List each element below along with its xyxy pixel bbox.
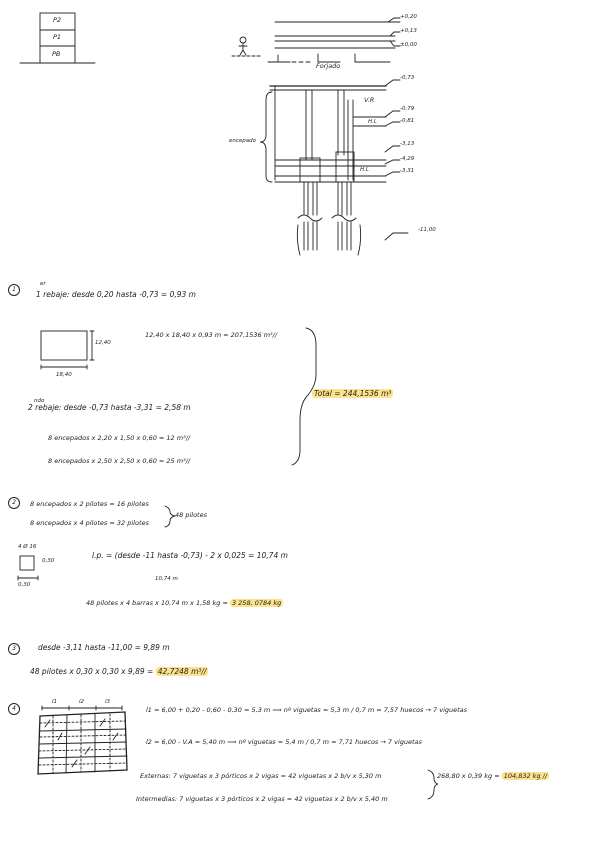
s2-result-row — [86, 599, 283, 607]
section-number: 3 — [8, 643, 20, 655]
level-label: +0,13 — [400, 28, 417, 34]
span-label-l2: l2 — [79, 699, 85, 705]
span-label-l3: l3 — [105, 699, 111, 705]
s4-calc-l1: l1 = 6,00 + 0,20 - 0,60 - 0,30 = 5,3 m ⟹ nº viguetas = 5,3 m / 0,7 m = 7,57 huecos → 7 viguetas — [146, 706, 468, 714]
s2-pile-sum: 48 pilotes — [175, 511, 207, 519]
forjado-label: Forjado — [316, 62, 341, 70]
span-label-l1: l1 — [52, 699, 58, 705]
level-label: -0,79 — [400, 106, 415, 112]
s4-external: Externas: 7 viguetas x 3 pórticos x 2 vigas = 42 viguetas x 2 b/v x 5,30 m — [140, 772, 382, 780]
square-bottom-label: 0,30 — [18, 582, 31, 588]
floor-label-pb: PB — [52, 50, 61, 58]
s1-rebaje-1: 1 rebaje: desde 0,20 hasta -0,73 = 0,93 m — [36, 290, 196, 299]
s1-encepados-1: 8 encepados x 2,20 x 1,50 x 0,60 = 12 m³// — [48, 434, 191, 442]
square-side-label: 0,30 — [42, 558, 55, 564]
level-label: -0,81 — [400, 118, 415, 124]
rebar-label: 4 Ø 16 — [18, 544, 37, 550]
superscript: er — [40, 281, 46, 287]
section-number: 2 — [8, 497, 20, 509]
hl-label-2: H.L — [360, 167, 369, 173]
s1-encepados-2: 8 encepados x 2,50 x 2,50 x 0,60 = 25 m³// — [48, 457, 191, 465]
s4-calc-l2: l2 = 6,00 - V.A = 5,40 m ⟹ nº viguetas = 5,4 m / 0,7 m = 7,71 huecos → 7 viguetas — [146, 738, 422, 746]
s1-volume-calc: 12,40 x 18,40 x 0,93 m = 207,1536 m³// — [145, 331, 278, 339]
s1-drawing — [41, 328, 316, 465]
s2-drawing — [18, 506, 175, 580]
vr-label: V.R — [364, 96, 375, 104]
level-label: -3,31 — [400, 168, 415, 174]
level-label: -0,73 — [400, 75, 415, 81]
s4-result-calc: 268,80 x 0,39 kg = — [437, 772, 502, 780]
superscript: ndo — [34, 398, 45, 404]
section-number: 4 — [8, 703, 20, 715]
floor-label-p1: P1 — [53, 33, 62, 41]
section-number: 1 — [8, 284, 20, 296]
s1-total: Total = 244,1536 m³ — [314, 389, 392, 398]
s2-encepados-2: 8 encepados x 2 pilotes = 16 pilotes — [30, 500, 149, 508]
level-label: -4,29 — [400, 156, 415, 162]
s2-result-highlight: 3 258, 0784 kg — [231, 599, 282, 607]
s2-encepados-4: 8 encepados x 4 pilotes = 32 pilotes — [30, 519, 149, 527]
s4-result-row — [437, 772, 549, 780]
s2-pile-length-value: 10,74 m — [155, 576, 178, 582]
s4-result-highlight: 104,832 kg // — [503, 772, 548, 780]
dim-height: 12,40 — [95, 340, 111, 346]
s3-result-highlight: 42,7248 m³// — [157, 667, 207, 676]
level-label: +0,20 — [400, 14, 417, 20]
level-label: ±0,00 — [400, 42, 417, 48]
hl-label-1: H.L — [368, 119, 377, 125]
s2-result-calc: 48 pilotes x 4 barras x 10,74 m x 1,58 kg = — [86, 599, 230, 607]
s3-result-calc: 48 pilotes x 0,30 x 0,30 x 9,89 = — [30, 667, 156, 676]
s2-pile-length: l.p. = (desde -11 hasta -0,73) - 2 x 0,025 = 10,74 m — [92, 551, 288, 560]
level-label: -3,13 — [400, 141, 415, 147]
floor-label-p2: P2 — [53, 16, 62, 24]
s3-depth: desde -3,11 hasta -11,00 = 9,89 m — [38, 643, 170, 652]
s4-intermediate: Intermedias: 7 viguetas x 3 pórticos x 2 vigas = 42 viguetas x 2 b/v x 5,40 m — [136, 795, 388, 803]
level-label: -11,00 — [418, 227, 436, 233]
s3-result-row — [30, 667, 208, 676]
dim-width: 18,40 — [56, 372, 72, 378]
section-drawing — [232, 18, 408, 255]
s4-grid-drawing — [38, 706, 127, 774]
s1-rebaje-2: 2 rebaje: desde -0,73 hasta -3,31 = 2,58 m — [28, 403, 191, 412]
encepado-label: encepado — [229, 138, 256, 144]
